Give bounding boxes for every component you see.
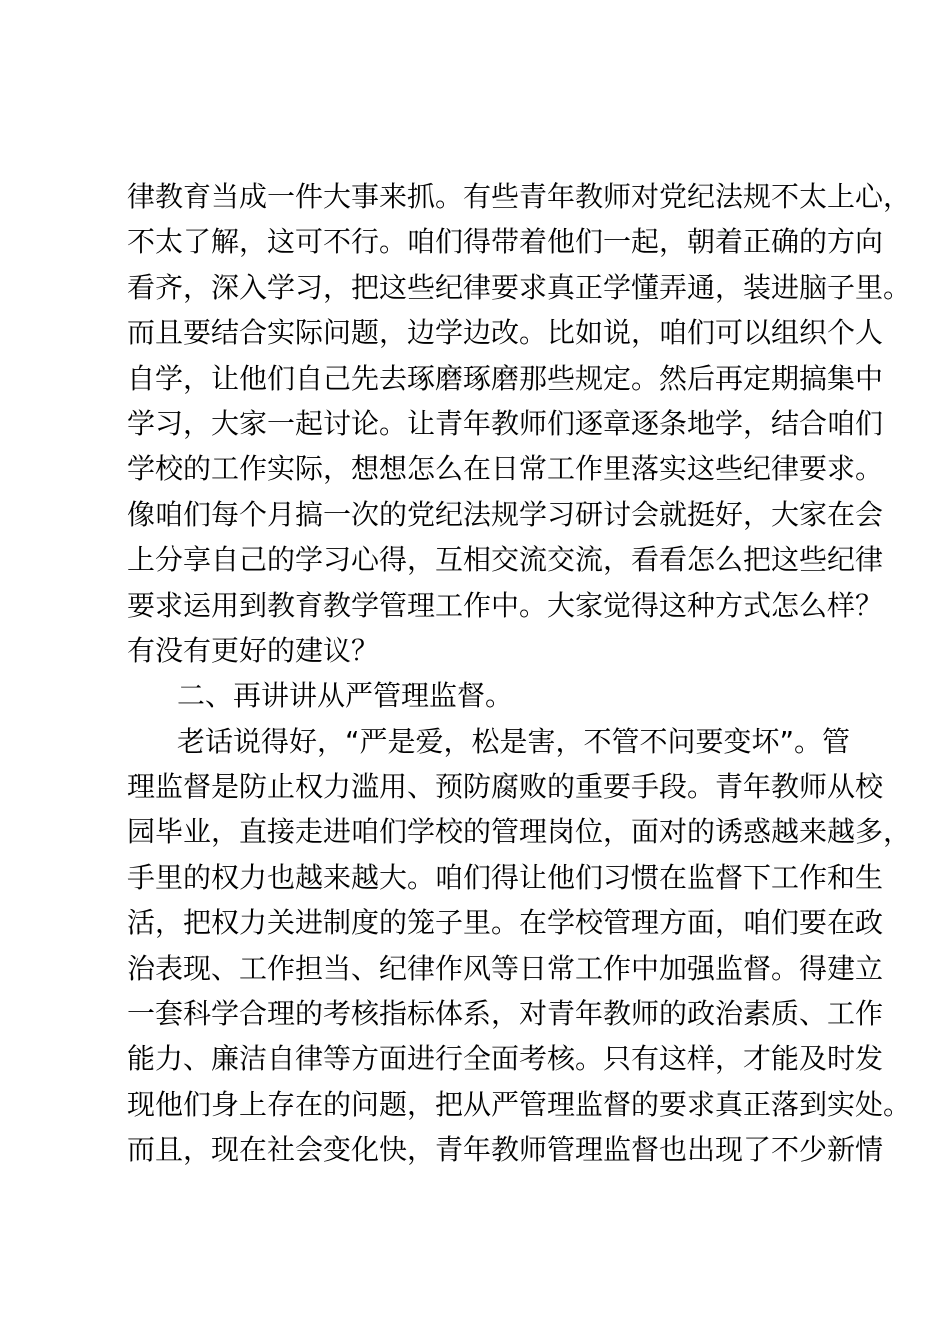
section-heading: 二、再讲讲从严管理监督。 — [177, 679, 514, 713]
text-line: 学习，大家一起讨论。让青年教师们逐章逐条地学，结合咱们 — [127, 406, 884, 440]
text-line: 手里的权力也越来越大。咱们得让他们习惯在监督下工作和生 — [127, 860, 884, 894]
text-line: 一套科学合理的考核指标体系，对青年教师的政治素质、工作 — [127, 997, 884, 1031]
text-line: 活，把权力关进制度的笼子里。在学校管理方面，咱们要在政 — [127, 906, 884, 940]
text-line: 要求运用到教育教学管理工作中。大家觉得这种方式怎么样？ — [127, 588, 884, 622]
text-line: 不太了解，这可不行。咱们得带着他们一起，朝着正确的方向 — [127, 225, 884, 259]
text-line: 像咱们每个月搞一次的党纪法规学习研讨会就挺好，大家在会 — [127, 497, 884, 531]
text-line: 治表现、工作担当、纪律作风等日常工作中加强监督。得建立 — [127, 951, 884, 985]
text-line: 能力、廉洁自律等方面进行全面考核。只有这样，才能及时发 — [127, 1042, 884, 1076]
text-line: 上分享自己的学习心得，互相交流交流，看看怎么把这些纪律 — [127, 543, 884, 577]
document-body — [127, 174, 912, 1173]
text-line: 理监督是防止权力滥用、预防腐败的重要手段。青年教师从校 — [127, 770, 884, 804]
text-line: 现他们身上存在的问题，把从严管理监督的要求真正落到实处。 — [127, 1087, 912, 1121]
text-line: 老话说得好，“严是爱，松是害，不管不问要变坏”。管 — [177, 724, 851, 758]
text-line: 看齐，深入学习，把这些纪律要求真正学懂弄通，装进脑子里。 — [127, 270, 912, 304]
text-line: 园毕业，直接走进咱们学校的管理岗位，面对的诱惑越来越多， — [127, 815, 912, 849]
text-line: 有没有更好的建议？ — [127, 633, 380, 667]
text-line: 而且要结合实际问题，边学边改。比如说，咱们可以组织个人 — [127, 316, 884, 350]
text-line: 而且，现在社会变化快，青年教师管理监督也出现了不少新情 — [127, 1133, 884, 1167]
text-line: 律教育当成一件大事来抓。有些青年教师对党纪法规不太上心， — [127, 180, 912, 213]
text-line: 学校的工作实际，想想怎么在日常工作里落实这些纪律要求。 — [127, 452, 884, 486]
text-line: 自学，让他们自己先去琢磨琢磨那些规定。然后再定期搞集中 — [127, 361, 884, 395]
